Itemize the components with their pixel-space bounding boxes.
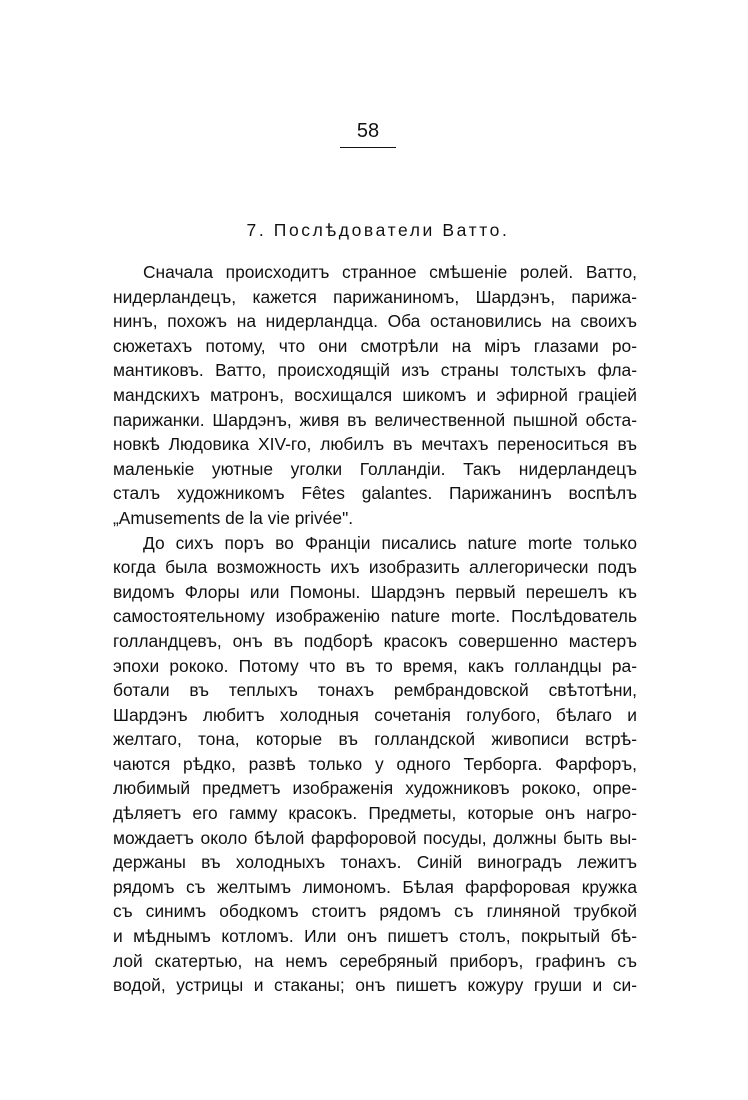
text-line: чаются рѣдко, развѣ только у одного Терборга. Фарфоръ, — [113, 753, 637, 774]
text-line: До сихъ поръ во Франціи писались nature morte только — [143, 532, 637, 553]
text-line: дѣляетъ его гамму красокъ. Предметы, которые онъ нагро- — [113, 803, 637, 824]
page-number: 58 — [356, 120, 380, 142]
text-line: маленькіе уютные уголки Голландіи. Такъ нидерландецъ — [113, 458, 637, 479]
paragraph-2 — [113, 531, 637, 998]
text-line: эпохи рококо. Потому что въ то время, какъ голландцы ра- — [113, 655, 637, 676]
text-line: „Amusements de la vie privée". — [113, 507, 354, 528]
chapter-title: 7. Послѣдователи Ватто. — [246, 220, 510, 240]
text-line: новкѣ Людовика XIV-го, любилъ въ мечтахъ переноситься въ — [113, 434, 637, 455]
text-line: водой, устрицы и стаканы; онъ пишетъ кожуру груши и си- — [113, 975, 637, 996]
page-number-rule — [340, 147, 396, 148]
text-line: Сначала происходитъ странное смѣшеніе ролей. Ватто, — [143, 262, 637, 282]
text-line: когда была возможность ихъ изобразить аллегорически подъ — [113, 557, 637, 578]
text-line: парижанки. Шардэнъ, живя въ величественной пышной обста- — [113, 409, 637, 430]
text-line: и мѣднымъ котломъ. Или онъ пишетъ столъ, покрытый бѣ- — [113, 926, 637, 947]
paragraph-1 — [113, 260, 637, 531]
text-line: съ синимъ ободкомъ стоитъ рядомъ съ глиняной трубкой — [113, 901, 637, 922]
text-line: самостоятельному изображенію nature morte. Послѣдователь — [113, 606, 637, 627]
text-line: любимый предметъ изображенія художниковъ рококо, опре- — [113, 778, 637, 799]
body-text — [113, 260, 637, 998]
text-line: ботали въ теплыхъ тонахъ рембрандовской свѣтотѣни, — [113, 680, 637, 701]
text-line: рядомъ съ желтымъ лимономъ. Бѣлая фарфоровая кружка — [113, 876, 637, 897]
text-line: нидерландецъ, кажется парижаниномъ, Шардэнъ, парижа- — [113, 286, 637, 307]
text-line: сталъ художникомъ Fêtes galantes. Парижанинъ воспѣлъ — [113, 483, 637, 504]
text-line: видомъ Флоры или Помоны. Шардэнъ первый перешелъ къ — [113, 581, 637, 602]
text-line: мандскихъ матронъ, восхищался шикомъ и эфирной граціей — [113, 384, 637, 405]
text-line: мождаетъ около бѣлой фарфоровой посуды, должны быть вы- — [113, 827, 637, 848]
text-line: голландцевъ, онъ въ подборѣ красокъ совершенно мастеръ — [113, 630, 637, 651]
text-line: желтаго, тона, которые въ голландской живописи встрѣ- — [113, 729, 637, 750]
text-line: сюжетахъ потому, что они смотрѣли на міръ глазами ро- — [113, 335, 637, 356]
text-line: нинъ, похожъ на нидерландца. Оба остановились на своихъ — [113, 311, 637, 332]
text-line: держаны въ холодныхъ тонахъ. Синій виноградъ лежитъ — [113, 852, 637, 873]
text-line: Шардэнъ любитъ холодныя сочетанія голубого, бѣлаго и — [113, 704, 637, 725]
text-line: мантиковъ. Ватто, происходящій изъ страны толстыхъ фла- — [113, 360, 637, 381]
text-line: лой скатертью, на немъ серебряный приборъ, графинъ съ — [113, 950, 637, 971]
